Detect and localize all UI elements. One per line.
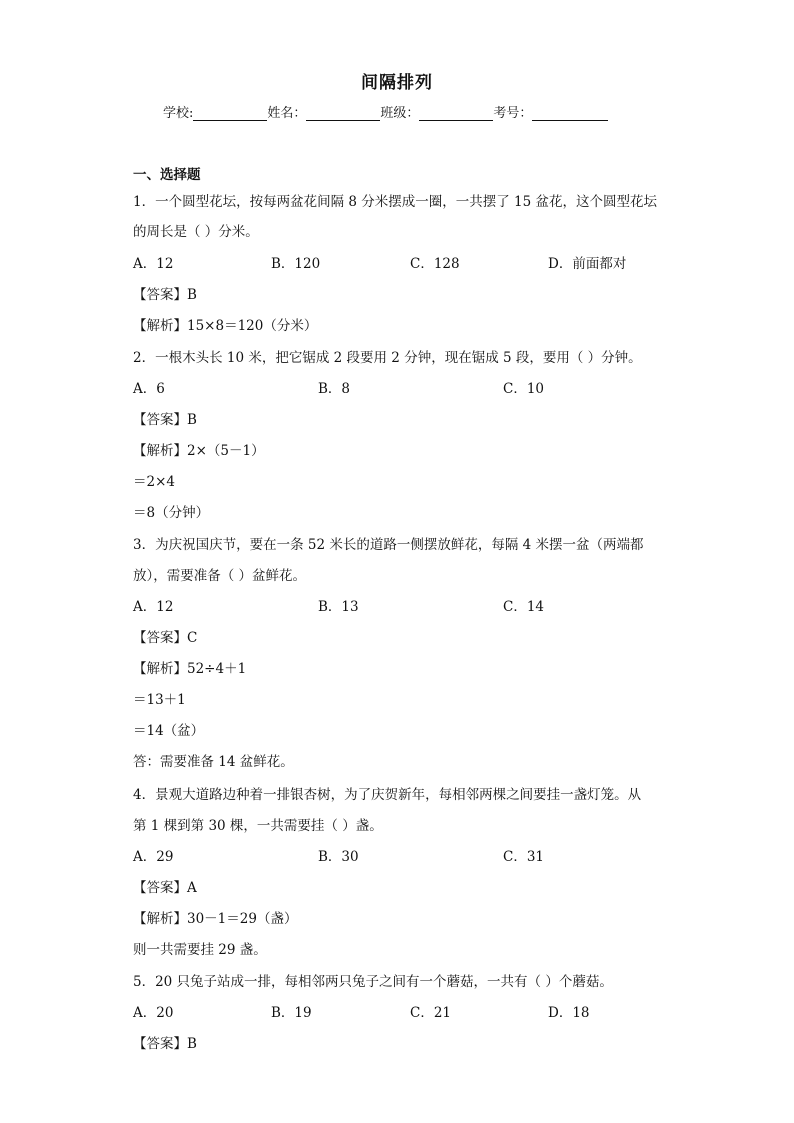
exam-no-blank: [532, 106, 608, 121]
q1-stem-line2: 的周长是（ ）分米。: [133, 224, 259, 240]
q3-analysis-4: 答：需要准备 14 盆鲜花。: [133, 754, 294, 770]
q3-stem-line2: 放），需要准备（ ）盆鲜花。: [133, 568, 307, 584]
q4-stem-line1: 4．景观大道路边种着一排银杏树，为了庆贺新年，每相邻两棵之间要挂一盏灯笼。从: [133, 787, 642, 803]
q4-option-b: B．30: [318, 849, 359, 865]
q2-analysis-1: 【解析】2×（5－1）: [133, 443, 265, 459]
q1-option-a: A．12: [133, 256, 174, 272]
q2-stem-line1: 2．一根木头长 10 米，把它锯成 2 段要用 2 分钟，现在锯成 5 段，要用（ ）分钟。: [133, 350, 642, 366]
q2-option-b: B．8: [318, 381, 351, 397]
q2-option-c: C．10: [503, 381, 545, 397]
q3-analysis-1: 【解析】52÷4＋1: [133, 661, 247, 677]
q5-stem-line1: 5．20 只兔子站成一排，每相邻两只兔子之间有一个蘑菇，一共有（ ）个蘑菇。: [133, 974, 613, 990]
q2-analysis-2: ＝2×4: [133, 474, 175, 490]
q3-option-c: C．14: [503, 599, 545, 615]
name-blank: [306, 106, 380, 121]
q1-option-d: D．前面都对: [548, 256, 627, 272]
q4-analysis-1: 【解析】30－1＝29（盏）: [133, 911, 298, 927]
section-heading: 一、选择题: [133, 167, 201, 183]
q3-option-a: A．12: [133, 599, 174, 615]
q5-option-a: A．20: [133, 1005, 174, 1021]
q1-option-c: C．128: [410, 256, 460, 272]
school-blank: [193, 106, 267, 121]
q4-analysis-2: 则一共需要挂 29 盏。: [133, 942, 267, 958]
q2-answer: 【答案】B: [133, 412, 197, 428]
q3-stem-line1: 3．为庆祝国庆节，要在一条 52 米长的道路一侧摆放鲜花，每隔 4 米摆一盆（两端都: [133, 537, 644, 553]
q5-option-d: D．18: [548, 1005, 590, 1021]
q1-stem-line1: 1．一个圆型花坛，按每两盆花间隔 8 分米摆成一圈，一共摆了 15 盆花，这个圆型花坛: [133, 194, 658, 210]
q4-option-a: A．29: [133, 849, 174, 865]
q1-answer: 【答案】B: [133, 287, 197, 303]
q2-option-a: A．6: [133, 381, 165, 397]
page-title: 间隔排列: [361, 73, 433, 93]
student-info-line: [163, 102, 608, 121]
q3-option-b: B．13: [318, 599, 359, 615]
q3-answer: 【答案】C: [133, 630, 198, 646]
q3-analysis-2: ＝13＋1: [133, 692, 186, 708]
q2-analysis-3: ＝8（分钟）: [133, 505, 210, 521]
q1-option-b: B．120: [271, 256, 321, 272]
class-blank: [419, 106, 493, 121]
q5-option-c: C．21: [410, 1005, 452, 1021]
q4-stem-line2: 第 1 棵到第 30 棵，一共需要挂（ ）盏。: [133, 818, 383, 834]
exam-no-label: 考号：: [493, 106, 533, 121]
q3-analysis-3: ＝14（盆）: [133, 723, 205, 739]
name-label: 姓名：: [267, 106, 307, 121]
q4-option-c: C．31: [503, 849, 545, 865]
q5-answer: 【答案】B: [133, 1036, 197, 1052]
q1-analysis: 【解析】15×8＝120（分米）: [133, 318, 318, 334]
class-label: 班级：: [380, 106, 420, 121]
school-label: 学校:: [163, 106, 194, 121]
q5-option-b: B．19: [271, 1005, 312, 1021]
q4-answer: 【答案】A: [133, 880, 197, 896]
